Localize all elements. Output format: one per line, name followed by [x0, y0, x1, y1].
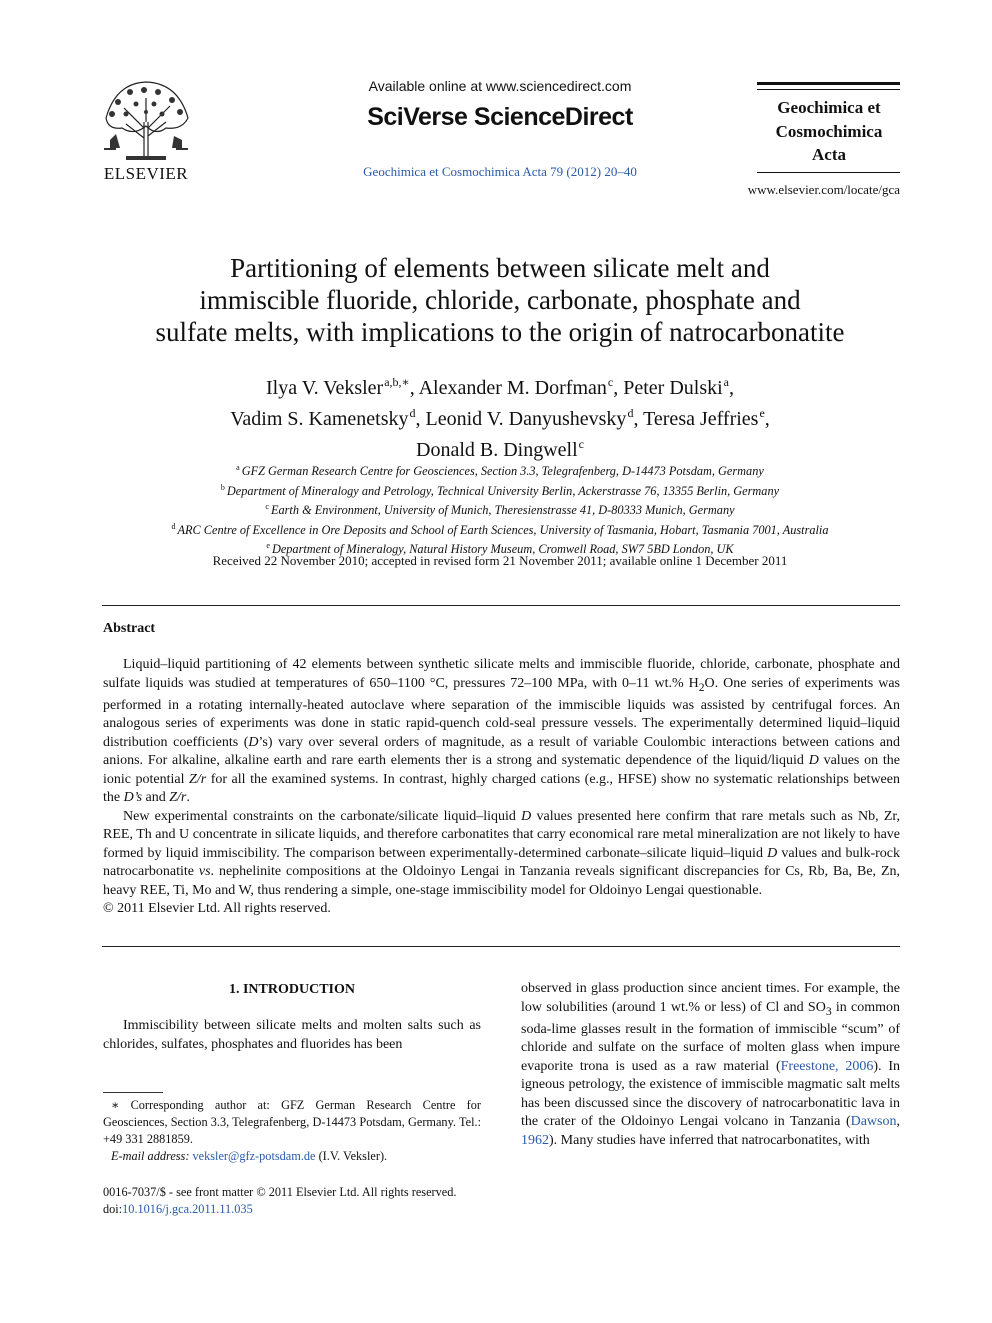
footnote-rule [103, 1092, 163, 1093]
footnote-text: ∗ Corresponding author at: GFZ German Research Centre for Geosciences, Section 3.3, Telegrafenberg, D-14473 Potsdam, Germany. Tel.: +49 331 2881859. [103, 1098, 481, 1146]
doi-label: doi: [103, 1202, 123, 1216]
intro-left-column [103, 1016, 481, 1054]
text-run: values on the ionic potential [103, 753, 900, 787]
text-run: observed in glass production since ancient times. For example, the low solubilities (around 1 wt.% or less) of Cl and SO [521, 981, 900, 1015]
subscript: 3 [825, 1004, 832, 1018]
journal-rule-top [757, 82, 900, 85]
author-affil-sup[interactable]: e [759, 406, 765, 420]
text-run: in common soda-lime glasses result in the formation of immiscible “scum” of chloride and sulfate on the surface of molten glass when impure evaporite trona is used as a raw material ( [521, 999, 900, 1074]
symbol-ds: D’s [123, 790, 143, 806]
affiliation-text: Earth & Environment, University of Munich, Theresienstrasse 41, D-80333 Munich, Germany [270, 503, 735, 517]
text-run: . nephelinite compositions at the Oldoinyo Lengai in Tanzania reveals significant discrepancies for Cs, Rb, Ba, Be, Zn, heavy REE, Ti, Mo and W, thus rendering a simple, one-stage immiscibility model for Oldoinyo Lengai questionable. [103, 864, 900, 898]
email-suffix: (I.V. Veksler). [315, 1149, 388, 1163]
copyright: © 2011 Elsevier Ltd. All rights reserved. [103, 901, 331, 917]
text-run: . [186, 790, 190, 806]
author-name[interactable]: Peter Dulski [623, 377, 723, 399]
author-affil-sup[interactable]: a,b,∗ [384, 375, 410, 389]
affiliation [60, 499, 940, 519]
corresponding-author-footnote [103, 1097, 481, 1165]
author-name[interactable]: Vadim S. Kamenetsky [230, 408, 409, 430]
symbol-d: D [808, 753, 819, 769]
intro-right-column [521, 980, 900, 1150]
author-line: Vadim S. Kamenetsky$^d$, Leonid V. Danyushevsky$^d$, Teresa Jeffries$^e$, [230, 406, 770, 430]
text-run: ). Many studies have inferred that natrocarbonatites, with [549, 1132, 870, 1148]
elsevier-tree-icon [96, 78, 196, 162]
journal-title-line: Acta [812, 145, 846, 164]
abstract-rule-top [102, 605, 900, 606]
subscript: 2 [698, 680, 705, 694]
publisher-name: ELSEVIER [103, 164, 189, 183]
front-matter [103, 1184, 523, 1218]
available-online: Available online at www.sciencedirect.com [368, 78, 632, 94]
author-affil-sup[interactable]: d [409, 406, 416, 420]
abstract-rule-bottom [102, 946, 900, 947]
citation-link[interactable]: Dawson [850, 1114, 897, 1130]
symbol-zr: Z/r [189, 771, 207, 787]
title-line: sulfate melts, with implications to the origin of natrocarbonatite [155, 317, 845, 347]
affiliation-sup: c [265, 502, 269, 511]
intro-paragraph [521, 980, 900, 1150]
abstract-paragraph [103, 808, 900, 901]
doi-line [103, 1201, 523, 1218]
title-line: immiscible fluoride, chloride, carbonate, phosphate and [199, 285, 801, 315]
platform-name[interactable]: SciVerse ScienceDirect [367, 103, 633, 131]
abstract-heading: Abstract [103, 621, 156, 636]
text-run: values and bulk-rock natrocarbonatite [103, 845, 900, 880]
affiliation-text: ARC Centre of Excellence in Ore Deposits and School of Earth Sciences, University of Tasmania, Hobart, Tasmania 7001, Australia [177, 522, 829, 537]
text-run: New experimental constraints on the carbonate/silicate liquid–liquid [123, 808, 522, 824]
affiliation-list [60, 460, 940, 558]
abstract-paragraph [103, 656, 900, 808]
author-name[interactable]: Alexander M. Dorfman [418, 377, 607, 399]
text-run: values presented here confirm that rare metals such as Nb, Zr, REE, Th and U concentrate in silicate liquids, and therefore carbonatites that carry economical rare metal mineralization are not likely to have formed by liquid immiscibility. The comparison between experimentally-determined carbonate–silicate liquid–liquid [103, 808, 900, 861]
affiliation [60, 460, 940, 480]
section-heading-introduction: 1. INTRODUCTION [228, 982, 355, 997]
author-affil-sup[interactable]: d [627, 406, 634, 420]
author-name[interactable]: Leonid V. Danyushevsky [425, 408, 627, 430]
journal-title-line: Geochimica et [777, 98, 881, 117]
affiliation-text: Department of Mineralogy, Natural History Museum, Cromwell Road, SW7 5BD London, UK [271, 542, 734, 556]
affiliation [60, 519, 940, 539]
doi-link[interactable]: 10.1016/j.gca.2011.11.035 [122, 1202, 253, 1216]
affiliation-sup: b [220, 482, 225, 492]
text-run: O. One series of experiments was performed in a rotating internally-heated autoclave where separation of the immiscible liquids was assisted by centrifugal forces. An analogous series of experiments was done in static rapid-quench cold-seal pressure vessels. The experimentally determined liquid–liquid distribution coefficients ( [103, 675, 900, 750]
received-dates: Received 22 November 2010; accepted in revised form 21 November 2011; available online 1 December 2011 [212, 553, 788, 568]
abstract-body [103, 656, 900, 919]
author-affil-sup[interactable]: c [578, 437, 584, 451]
author-list [100, 370, 900, 463]
text-run: and [142, 790, 170, 806]
citation-link[interactable]: Freestone, 2006 [780, 1058, 874, 1074]
affiliation-text: Department of Mineralogy and Petrology, Technical University Berlin, Ackerstrasse 76, 13355 Berlin, Germany [226, 483, 780, 498]
text-run: ). In igneous petrology, the existence of immiscible magmatic salt melts has been discussed since the discovery of natrocarbonatitic lava in the crater of the Oldoinyo Lengai volcano in Tanzania ( [521, 1058, 900, 1130]
issn-line: 0016-7037/$ - see front matter © 2011 Elsevier Ltd. All rights reserved. [103, 1185, 457, 1199]
text-run: ’s) vary over several orders of magnitude, as a result of variable Coulombic interactions between cations and anions. For alkaline, alkaline earth and rare earth elements ther is a strong and systematic dependence of the liquid/liquid [103, 734, 901, 769]
email-link[interactable]: veksler@gfz-potsdam.de [192, 1149, 316, 1163]
article-title [100, 252, 900, 348]
author-line: Ilya V. Veksler$^{a,b,∗}$, Alexander M. Dorfman$^c$, Peter Dulski$^a$, [266, 375, 734, 399]
symbol-zr: Z/r [169, 790, 187, 806]
footnote-email [103, 1148, 481, 1165]
elsevier-logo[interactable] [96, 78, 196, 183]
journal-rule-top-thin [757, 89, 900, 90]
author-name[interactable]: Ilya V. Veksler [266, 377, 384, 399]
symbol-d: D [521, 808, 532, 824]
symbol-d: D [248, 734, 259, 750]
author-name[interactable]: Donald B. Dingwell [416, 439, 578, 461]
author-name[interactable]: Teresa Jeffries [643, 408, 759, 430]
affiliation-text: GFZ German Research Centre for Geosciences, Section 3.3, Telegrafenberg, D-14473 Potsdam, Germany [241, 464, 764, 478]
citation-link[interactable]: 1962 [521, 1132, 549, 1148]
journal-citation-link[interactable]: Geochimica et Cosmochimica Acta 79 (2012) 20–40 [363, 164, 637, 179]
title-line: Partitioning of elements between silicate melt and [230, 253, 770, 283]
text-run: , [896, 1114, 900, 1130]
journal-title-line: Cosmochimica [775, 121, 883, 141]
affiliation [60, 480, 940, 500]
affiliation-sup: d [171, 521, 176, 531]
symbol-d: D [767, 845, 778, 861]
author-affil-sup[interactable]: a [723, 375, 729, 389]
author-affil-sup[interactable]: c [607, 375, 614, 389]
journal-title [745, 96, 913, 167]
vs-italic: vs [198, 864, 211, 880]
intro-paragraph: Immiscibility between silicate melts and molten salts such as chlorides, sulfates, phosphates and fluorides has been [103, 1018, 481, 1052]
text-run: Liquid–liquid partitioning of 42 elements between synthetic silicate melts and immiscible fluoride, chloride, carbonate, phosphate and sulfate liquids was studied at temperatures of 650–1100 °C, pressures 72–100 MPa, with 0–11 wt.% H [103, 657, 900, 691]
author-line [100, 432, 900, 463]
affiliation-sup: e [266, 541, 270, 550]
affiliation-sup: a [236, 463, 240, 472]
email-label: E-mail address: [111, 1149, 193, 1163]
text-run: for all the examined systems. In contrast, highly charged cations (e.g., HFSE) show no systematic relationships between the [103, 771, 900, 806]
journal-url-link[interactable]: www.elsevier.com/locate/gca [747, 182, 900, 197]
journal-rule-bottom [757, 172, 900, 173]
